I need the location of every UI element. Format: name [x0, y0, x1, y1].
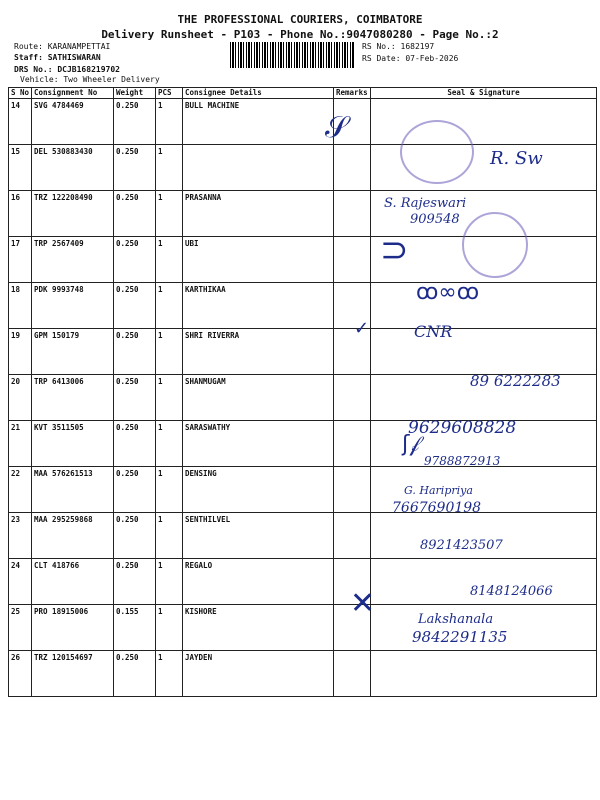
- row-consignment: PRO 18915006: [32, 605, 114, 651]
- row-consignee: UBI: [183, 237, 334, 283]
- row19-checkmark: ✓: [354, 318, 370, 339]
- table-row: [9, 605, 597, 651]
- row-sno: 22: [9, 467, 32, 513]
- row-weight: 0.250: [114, 467, 156, 513]
- table-row: [9, 283, 597, 329]
- col-weight: Weight: [114, 88, 156, 99]
- row-sno: 23: [9, 513, 32, 559]
- row23-phone: 7667690198: [392, 500, 482, 516]
- table-row: [9, 99, 597, 145]
- row-weight: 0.250: [114, 99, 156, 145]
- row-consignment: PDK 9993748: [32, 283, 114, 329]
- row-pcs: 1: [156, 467, 183, 513]
- company-title: THE PROFESSIONAL COURIERS, COIMBATORE: [177, 13, 423, 26]
- row-sno: 18: [9, 283, 32, 329]
- row-weight: 0.250: [114, 283, 156, 329]
- row-consignment: SVG 4784469: [32, 99, 114, 145]
- row-consignee: SENTHILVEL: [183, 513, 334, 559]
- row-consignment: TRP 6413006: [32, 375, 114, 421]
- row-weight: 0.250: [114, 191, 156, 237]
- row-weight: 0.250: [114, 237, 156, 283]
- route-label: Route: KARANAMPETTAI: [14, 42, 111, 51]
- vehicle-label: Vehicle: Two Wheeler Delivery: [20, 75, 160, 84]
- col-remarks: Remarks: [334, 88, 371, 99]
- table-row: [9, 467, 597, 513]
- row-remarks: [334, 145, 371, 191]
- row-sno: 21: [9, 421, 32, 467]
- row-sno: 14: [9, 99, 32, 145]
- row-weight: 0.250: [114, 559, 156, 605]
- row-consignee: [183, 145, 334, 191]
- col-consignee: Consignee Details: [183, 88, 334, 99]
- row-pcs: 1: [156, 605, 183, 651]
- row-consignment: TRZ 120154697: [32, 651, 114, 697]
- row-weight: 0.250: [114, 513, 156, 559]
- row26-cross-mark: ✕: [350, 586, 376, 621]
- row-remarks: [334, 191, 371, 237]
- row-pcs: 1: [156, 559, 183, 605]
- row-consignment: DEL 530883430: [32, 145, 114, 191]
- rs-number: RS No.: 1682197: [362, 42, 435, 51]
- row22-phone: 9788872913: [424, 454, 501, 468]
- row-consignee: KARTHIKAA: [183, 283, 334, 329]
- row-pcs: 1: [156, 421, 183, 467]
- row-consignee: DENSING: [183, 467, 334, 513]
- drs-label: DRS No.: DCJB168219702: [14, 65, 120, 74]
- row20-phone: 89 6222283: [470, 372, 561, 390]
- row21-phone: 9629608828: [408, 418, 517, 438]
- row-consignment: MAA 295259868: [32, 513, 114, 559]
- row-pcs: 1: [156, 191, 183, 237]
- row-consignment: MAA 576261513: [32, 467, 114, 513]
- row-consignment: GPM 150179: [32, 329, 114, 375]
- row15-signature: R. Sw: [490, 148, 543, 169]
- col-signature: Seal & Signature: [371, 88, 597, 99]
- row-consignee: BULL MACHINE: [183, 99, 334, 145]
- row-consignee: KISHORE: [183, 605, 334, 651]
- row-remarks: [334, 467, 371, 513]
- row14-scribble: 𝒮: [325, 110, 349, 145]
- row-consignee: JAYDEN: [183, 651, 334, 697]
- row-signature: [371, 283, 597, 329]
- row-sno: 24: [9, 559, 32, 605]
- row-weight: 0.155: [114, 605, 156, 651]
- row-signature: [371, 651, 597, 697]
- row-sno: 25: [9, 605, 32, 651]
- col-pcs: PCS: [156, 88, 183, 99]
- row-sno: 19: [9, 329, 32, 375]
- row-sno: 16: [9, 191, 32, 237]
- row-remarks: [334, 375, 371, 421]
- row-pcs: 1: [156, 329, 183, 375]
- table-row: [9, 513, 597, 559]
- row-consignee: SARASWATHY: [183, 421, 334, 467]
- runsheet-title: Delivery Runsheet - P103 - Phone No.:9047080280 - Page No.:2: [101, 28, 499, 41]
- row-weight: 0.250: [114, 651, 156, 697]
- staff-label: Staff: SATHISWARAN: [14, 53, 101, 62]
- barcode: [230, 42, 354, 68]
- row26-name: Lakshanala: [418, 612, 494, 627]
- row16-phone: 909548: [410, 212, 460, 227]
- row-pcs: 1: [156, 375, 183, 421]
- row16-name: S. Rajeswari: [384, 196, 467, 211]
- row-consignee: PRASANNA: [183, 191, 334, 237]
- runsheet-table: [8, 87, 597, 697]
- seal-stamp-2: [462, 212, 528, 278]
- row18-scribble: ꝏ∞ꝏ: [416, 280, 480, 305]
- row-sno: 15: [9, 145, 32, 191]
- row-pcs: 1: [156, 237, 183, 283]
- row-consignee: REGALO: [183, 559, 334, 605]
- row-remarks: [334, 421, 371, 467]
- row-consignment: CLT 418766: [32, 559, 114, 605]
- row-consignee: SHRI RIVERRA: [183, 329, 334, 375]
- row-pcs: 1: [156, 99, 183, 145]
- table-row: [9, 329, 597, 375]
- row-pcs: 1: [156, 283, 183, 329]
- col-consignment: Consignment No: [32, 88, 114, 99]
- row-sno: 26: [9, 651, 32, 697]
- row-weight: 0.250: [114, 421, 156, 467]
- row-signature: [371, 329, 597, 375]
- row24-phone: 8921423507: [420, 538, 503, 553]
- row23-name: G. Haripriya: [404, 484, 473, 497]
- row-remarks: [334, 651, 371, 697]
- rs-date: RS Date: 07-Feb-2026: [362, 54, 459, 63]
- row17-scribble: ⊃: [380, 230, 409, 270]
- row-pcs: 1: [156, 513, 183, 559]
- row-pcs: 1: [156, 651, 183, 697]
- row-consignee: SHANMUGAM: [183, 375, 334, 421]
- row-pcs: 1: [156, 145, 183, 191]
- table-row: [9, 651, 597, 697]
- row-consignment: TRP 2567409: [32, 237, 114, 283]
- row-weight: 0.250: [114, 329, 156, 375]
- col-sno: S No: [9, 88, 32, 99]
- row-weight: 0.250: [114, 145, 156, 191]
- row-consignment: TRZ 122208490: [32, 191, 114, 237]
- row22-scribble: ʃ𝒻: [402, 432, 420, 457]
- row-sno: 17: [9, 237, 32, 283]
- table-header-row: [9, 88, 597, 99]
- row26-phone: 9842291135: [412, 628, 508, 646]
- row-remarks: [334, 237, 371, 283]
- row-weight: 0.250: [114, 375, 156, 421]
- row-consignment: KVT 3511505: [32, 421, 114, 467]
- row19-signature: CNR: [414, 322, 453, 341]
- row-remarks: [334, 513, 371, 559]
- row25-phone: 8148124066: [470, 584, 553, 599]
- seal-stamp-1: [400, 120, 474, 184]
- row-sno: 20: [9, 375, 32, 421]
